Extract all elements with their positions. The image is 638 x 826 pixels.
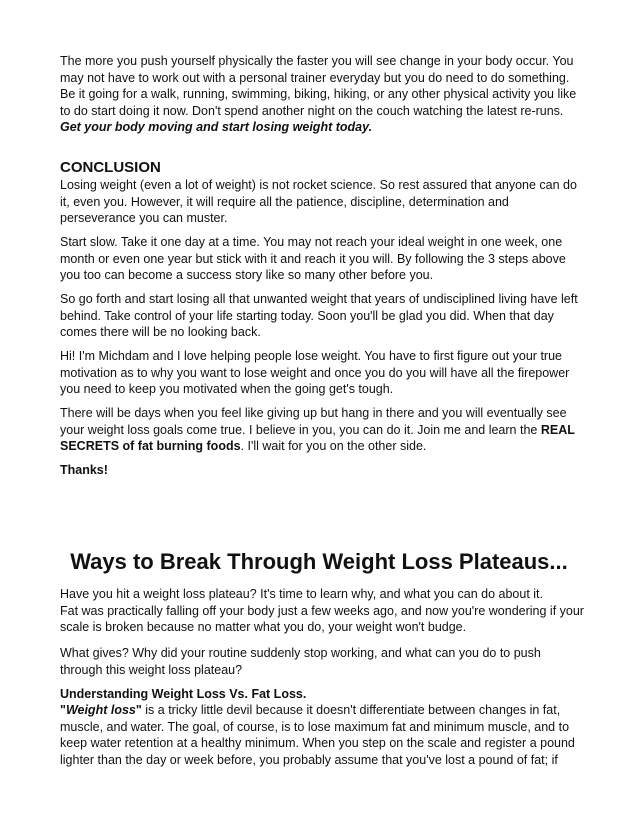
conclusion-p5-tail: . I'll wait for you on the other side. (240, 439, 427, 453)
conclusion-paragraph-3: So go forth and start losing all that unwanted weight that years of undisciplined living have left behind. Take control of your life starting today. Soon you'll be glad you did. When that day comes there will be no looking back. (60, 292, 578, 339)
thanks-text: Thanks! (60, 463, 108, 477)
conclusion-paragraph-1: Losing weight (even a lot of weight) is not rocket science. So rest assured that anyone can do it, even you. However, it will require all the patience, discipline, determination and perseverance you can muster. (60, 178, 577, 225)
real-secrets-link-text: REAL SECRETS of fat burning foods (60, 422, 575, 453)
intro-text: The more you push yourself physically the faster you will see change in your body occur. You may not have to work out with a personal trainer everyday but you do need to do something. Be it going for a walk, running, swimming, biking, hiking, or any other physical activity you like to do start doing it now. Don't spend another night on the couch watching the latest re-runs. (60, 54, 577, 118)
quote-close: " (135, 703, 142, 717)
article-paragraph-1 (60, 586, 585, 636)
article-title: Ways to Break Through Weight Loss Plateaus... (70, 549, 568, 574)
article-paragraph-2: What gives? Why did your routine suddenly stop working, and what can you do to push through this weight loss plateau? (60, 646, 541, 677)
article-p1-rest: Fat was practically falling off your body just a few weeks ago, and now you're wondering if your scale is broken because no matter what you do, your weight won't budge. (60, 603, 584, 634)
intro-emphasis: Get your body moving and start losing weight today. (60, 120, 373, 134)
article-p3-text: is a tricky little devil because it doesn't differentiate between changes in fat, muscle, and water. The goal, of course, is to lose maximum fat and minimum muscle, and to keep water retention at a healthy minimum. When you step on the scale and register a pound lighter than the day or week before, you probably assume that you've lost a pound of fat; if (60, 703, 575, 767)
weight-loss-term: Weight loss (65, 703, 136, 717)
conclusion-heading: CONCLUSION (60, 159, 161, 176)
intro-paragraph (60, 53, 585, 136)
article-paragraph-3 (60, 702, 585, 768)
quote-open: " (60, 703, 66, 717)
article-p1-line1: Have you hit a weight loss plateau? It's time to learn why, and what you can do about it. (60, 587, 543, 601)
conclusion-p5-text: There will be days when you feel like giving up but hang in there and you will eventually see your weight loss goals come true. I believe in you, you can do it. Join me and learn the (60, 406, 567, 437)
conclusion-paragraph-4: Hi! I'm Michdam and I love helping people lose weight. You have to first figure out your true motivation as to why you want to lose weight and once you do you will have all the firepower you need to keep you motivated when the going get's tough. (60, 349, 570, 396)
article-subheading: Understanding Weight Loss Vs. Fat Loss. (60, 687, 307, 701)
conclusion-paragraph-5 (60, 405, 585, 455)
conclusion-paragraph-2: Start slow. Take it one day at a time. You may not reach your ideal weight in one week, one month or even one year but stick with it and reach it you will. By following the 3 steps above you too can become a success story like so many other before you. (60, 235, 566, 282)
